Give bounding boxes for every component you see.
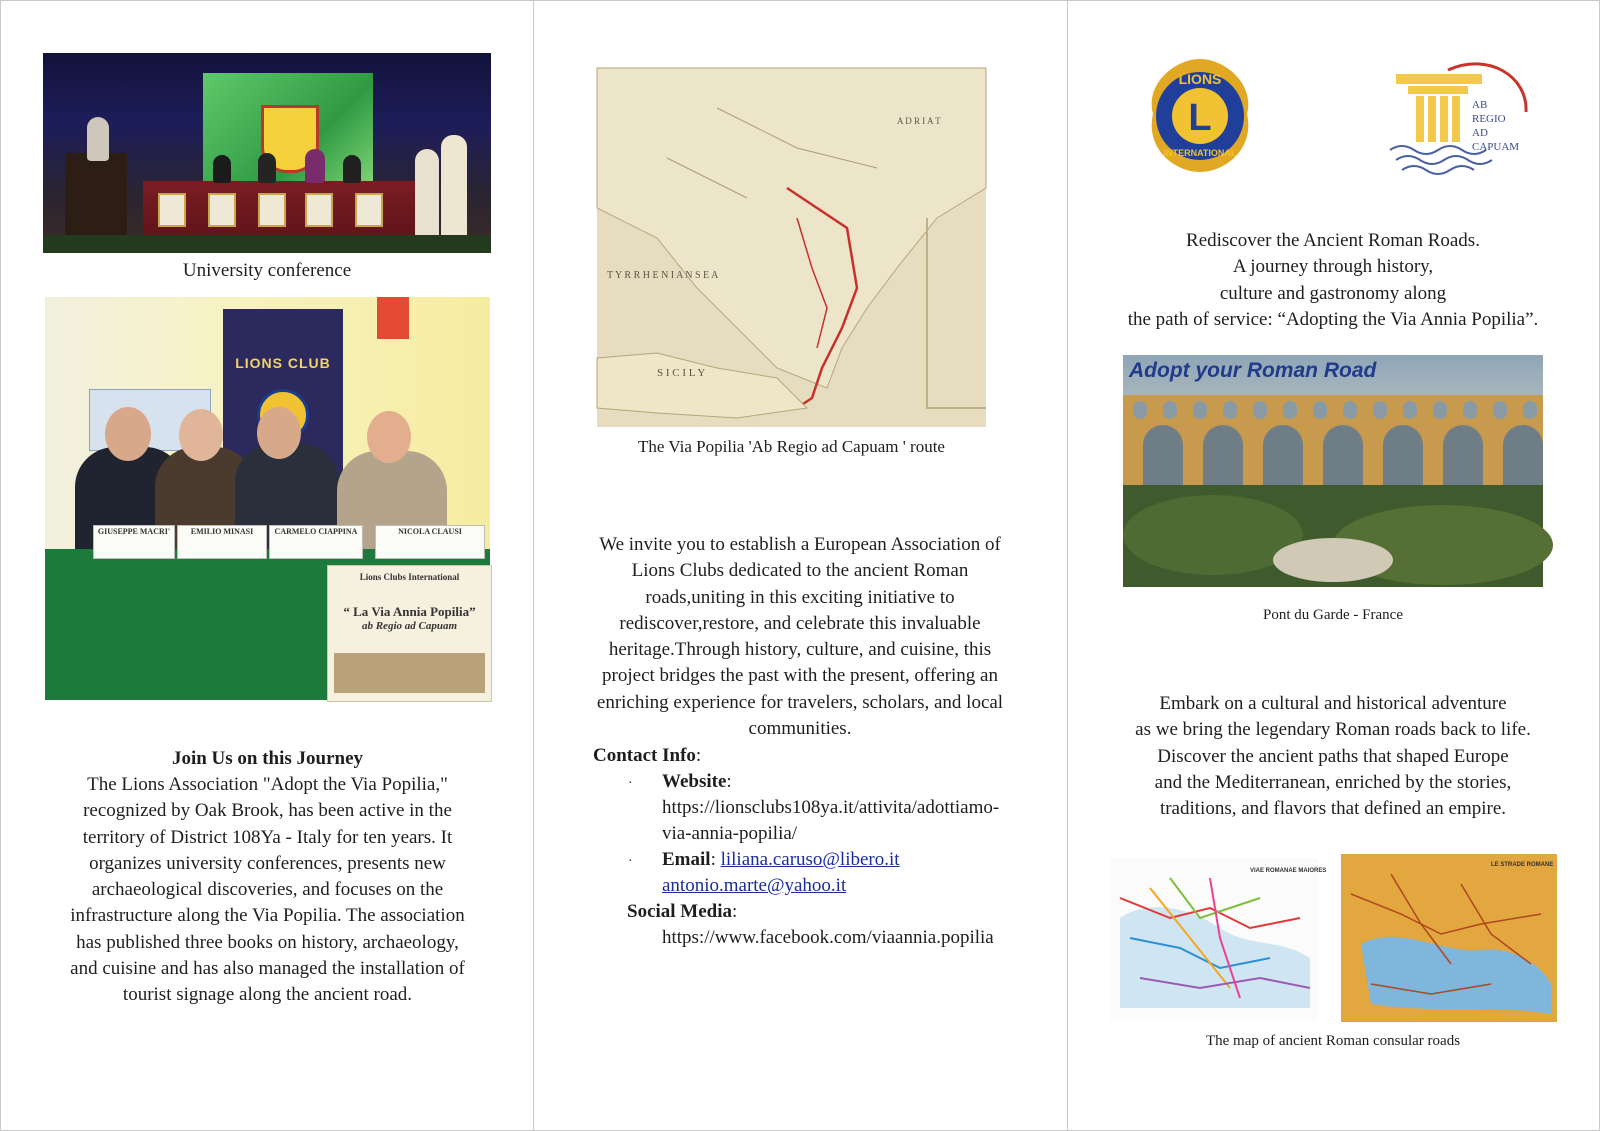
facebook-url[interactable]: https://www.facebook.com/viaannia.popilia <box>662 927 994 948</box>
map-label-sea: T Y R R H E N I A N S E A <box>607 270 719 281</box>
plaque-icon <box>355 193 383 227</box>
map-label-sicily: S I C I L Y <box>657 367 706 379</box>
mapR-title: LE STRADE ROMANE <box>1491 862 1554 868</box>
contact-label: Contact Info <box>593 745 696 766</box>
flyer-subtitle: ab Regio ad Capuam <box>361 620 458 632</box>
namecard: CARMELO CIAPPINA <box>269 525 363 559</box>
text-line: as we bring the legendary Roman roads back to life. <box>1135 719 1531 741</box>
intro-paragraph <box>1100 228 1566 333</box>
email-row <box>662 847 900 873</box>
text-line: A journey through history, <box>1232 256 1434 278</box>
plaque-icon <box>158 193 186 227</box>
text-line: culture and gastronomy along <box>1219 282 1447 304</box>
map-caption: The Via Popilia 'Ab Regio ad Capuam ' route <box>638 437 945 456</box>
viae-romanae-map <box>1110 858 1327 1020</box>
text-line: project bridges the past with the present, offering an <box>602 665 998 687</box>
website-url[interactable]: https://lionsclubs108ya.it/attivita/adottiamo- <box>662 797 1000 818</box>
email-row-2 <box>662 873 846 899</box>
costumed-person <box>415 149 439 249</box>
lions-logo-bottom: INTERNATIONAL <box>1163 148 1237 158</box>
panelist <box>343 155 361 183</box>
text-line: recognized by Oak Brook, has been active in the <box>83 800 452 822</box>
lions-logo-text: LIONS <box>1178 71 1222 87</box>
email-link-1[interactable]: liliana.caruso@libero.it <box>720 849 900 870</box>
via-popilia-map <box>597 68 986 427</box>
person-head <box>367 411 411 463</box>
regio-line: REGIO <box>1472 113 1506 125</box>
mapL-title: VIAE ROMANAE MAIORES <box>1250 868 1327 874</box>
text-line: communities. <box>748 718 852 740</box>
colon: : <box>695 745 702 766</box>
regio-line: AB <box>1472 99 1488 111</box>
plaque-icon <box>208 193 236 227</box>
plaque-icon <box>305 193 333 227</box>
lions-international-logo <box>1135 54 1265 176</box>
bullet: · <box>628 776 633 791</box>
text-line: roads,uniting in this exciting initiative to <box>645 586 955 608</box>
website-url-cont[interactable]: via-annia-popilia/ <box>662 823 798 844</box>
text-line: has published three books on history, archaeology, <box>76 931 459 953</box>
text-line: rediscover,restore, and celebrate this invaluable <box>619 612 981 634</box>
stage-plants <box>43 235 491 253</box>
banner-text: LIONS CLUB <box>235 355 331 371</box>
text-line: traditions, and flavors that defined an empire. <box>1159 798 1507 820</box>
namecard: GIUSEPPE MACRI' <box>93 525 175 559</box>
social-media-heading <box>627 899 737 925</box>
text-line: Lions Clubs dedicated to the ancient Roman <box>631 560 969 582</box>
text-line: tourist signage along the ancient road. <box>122 984 413 1006</box>
join-heading: Join Us on this Journey <box>171 748 364 769</box>
text-line: organizes university conferences, presents new <box>89 852 446 874</box>
plaque-icon <box>258 193 286 227</box>
person-head <box>257 407 301 459</box>
text-line: the path of service: “Adopting the Via Annia Popilia”. <box>1127 308 1539 330</box>
text-line: Embark on a cultural and historical adventure <box>1159 693 1507 714</box>
speaker <box>87 117 109 161</box>
maps-caption: The map of ancient Roman consular roads <box>1205 1033 1461 1049</box>
text-line: We invite you to establish a European Association of <box>599 534 1001 555</box>
aqueduct-caption: Pont du Garde - France <box>1263 607 1403 623</box>
colon: : <box>726 771 732 792</box>
regio-line: AD <box>1472 127 1488 139</box>
bullet: · <box>628 854 633 869</box>
costumed-person <box>441 135 467 249</box>
text-line: archaeological discoveries, and focuses on the <box>91 879 444 901</box>
namecard: EMILIO MINASI <box>177 525 267 559</box>
text-line: infrastructure along the Via Popilia. The association <box>70 905 465 927</box>
panelist <box>258 153 276 183</box>
text-line: heritage.Through history, culture, and cuisine, this <box>608 639 992 661</box>
event-flyer <box>327 565 492 702</box>
text-line: and the Mediterranean, enriched by the stories, <box>1154 771 1512 793</box>
panelist <box>305 149 325 183</box>
text-line: The Lions Association "Adopt the Via Popilia," <box>87 774 448 795</box>
namecard: NICOLA CLAUSI <box>375 525 485 559</box>
social-label: Social Media <box>627 901 733 922</box>
person-head <box>105 407 151 461</box>
text-line: Rediscover the Ancient Roman Roads. <box>1186 230 1480 251</box>
panelist <box>213 155 231 183</box>
contact-info-heading <box>593 743 701 769</box>
email-label: Email <box>662 849 711 870</box>
adventure-paragraph <box>1100 691 1566 822</box>
text-line: territory of District 108Ya - Italy for ten years. It <box>82 826 453 848</box>
lions-meeting-photo <box>45 297 490 700</box>
website-row <box>662 769 732 795</box>
colon: : <box>710 849 716 870</box>
extinguisher-sign-icon <box>377 297 409 339</box>
lions-letter: L <box>1188 97 1212 139</box>
flyer-org: Lions Clubs International <box>359 572 460 582</box>
aqueduct-title: Adopt your Roman Road <box>1129 359 1377 382</box>
colon: : <box>732 901 738 922</box>
conference-caption: University conference <box>182 260 352 281</box>
strade-romane-map <box>1341 854 1557 1022</box>
flyer-map <box>334 653 485 693</box>
regio-line: CAPUAM <box>1472 141 1520 153</box>
text-line: Discover the ancient paths that shaped Europe <box>1157 745 1509 767</box>
person-head <box>179 409 223 461</box>
join-paragraph <box>45 772 490 1009</box>
pont-du-gard-photo <box>1123 355 1543 587</box>
email-link-2[interactable]: antonio.marte@yahoo.it <box>662 875 847 896</box>
invite-paragraph <box>590 532 1010 742</box>
map-label-adriatic: A D R I A T <box>897 116 941 126</box>
ab-regio-ad-capuam-logo <box>1388 56 1532 176</box>
conference-photo <box>43 53 491 253</box>
text-line: and cuisine and has also managed the installation of <box>70 958 465 980</box>
text-line: enriching experience for travelers, scholars, and local <box>596 691 1004 713</box>
website-label: Website <box>662 771 727 792</box>
flyer-title: “ La Via Annia Popilia” <box>343 604 476 619</box>
